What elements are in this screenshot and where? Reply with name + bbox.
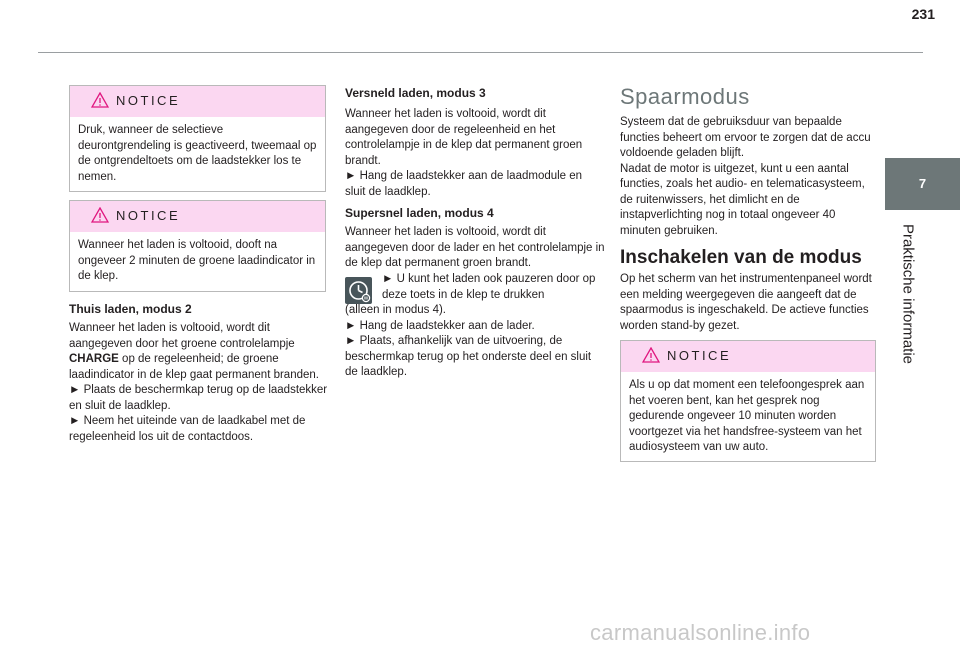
pause-instruction: ► U kunt het laden ook pauzeren door op deze toets in de klep te drukken — [382, 273, 596, 301]
super-step-1: ► Hang de laadstekker aan de lader. — [345, 319, 535, 332]
notice-header — [621, 341, 875, 372]
watermark: carmanualsonline.info — [590, 620, 811, 645]
notice-header — [70, 86, 325, 117]
header-divider — [38, 52, 923, 53]
pause-note: (alleen in modus 4). — [345, 304, 446, 316]
notice-text: Als u op dat moment een telefoongesprek aan het voeren bent, kan het gesprek nog gedurende ongeveer 10 minuten worden voortgezet via het handsfree-systeem van het audiosysteem van uw auto. — [629, 379, 865, 453]
notice-text: Wanneer het laden is voltooid, dooft na ongeveer 2 minuten de groene laadindicator in de klep. — [78, 239, 316, 282]
home-step-1: ► Plaats de beschermkap terug op de laadstekker en sluit de laadklep. — [69, 384, 328, 412]
warning-icon — [642, 347, 660, 363]
notice-text: Druk, wanneer de selectieve deurontgrendeling is geactiveerd, tweemaal op de ontgrendeltoets om de laadstekker los te nemen. — [78, 124, 317, 183]
section-heading-fast-charging: Versneld laden, modus 3 — [345, 86, 486, 100]
chapter-label-wrap — [885, 214, 930, 374]
charge-label: CHARGE — [69, 353, 119, 365]
notice-title: NOTICE — [667, 348, 732, 363]
fast-charging-text: Wanneer het laden is voltooid, wordt dit aangegeven door de regeleenheid en het controlelampje in de klep dat permanent groen brandt. ► Hang de laadstekker aan de laadmodule en sluit de laadklep. — [345, 107, 605, 200]
home-intro: Wanneer het laden is voltooid, wordt dit aangegeven door het groene controlelampje CHARGE op de regeleenheid; de groene laadindicator in de klep gaat permanent branden. — [69, 322, 319, 381]
notice-box-selective-unlock — [69, 85, 326, 192]
energy-saving-text: Systeem dat de gebruiksduur van bepaalde functies beheert om ervoor te zorgen dat de accu voldoende geladen blijft. Nadat de motor is uitgezet, kunt u een aantal functies, zoals het audio- en telematicasysteem, de ruitenwissers, het dimlicht en de instapverlichting nog in totaal ongeveer 40 minuten gebruiken. — [620, 116, 871, 237]
super-charging-text: Wanneer het laden is voltooid, wordt dit aangegeven door de lader en het controlelampje in de klep dat permanent groen brandt. — [345, 226, 605, 269]
charge-pause-icon — [345, 277, 372, 304]
section-title-energy-saving: Spaarmodus — [620, 84, 750, 109]
chapter-tab[interactable]: 7 — [885, 158, 960, 210]
notice-title: NOTICE — [116, 93, 181, 108]
super-charging-steps — [345, 303, 605, 381]
home-charging-text — [69, 321, 331, 445]
notice-box-phone-call — [620, 340, 876, 462]
warning-icon — [91, 92, 109, 108]
activation-text: Op het scherm van het instrumentenpaneel wordt een melding weergegeven die aangeeft dat de spaarmodus is ingeschakeld. De actieve functies worden stand-by gezet. — [620, 273, 872, 332]
page-number: 231 — [911, 6, 935, 22]
warning-icon — [91, 207, 109, 223]
notice-header — [70, 201, 325, 232]
home-step-2: ► Neem het uiteinde van de laadkabel met de regeleenheid los uit de contactdoos. — [69, 415, 306, 443]
fast-step: ► Hang de laadstekker aan de laadmodule en sluit de laadklep. — [345, 170, 583, 198]
super-step-2: ► Plaats, afhankelijk van de uitvoering, de beschermkap terug op het onderste deel en sluit de laadklep. — [345, 335, 592, 378]
section-heading-home-charging: Thuis laden, modus 2 — [69, 302, 192, 316]
notice-box-indicator — [69, 200, 326, 292]
section-subtitle-activation: Inschakelen van de modus — [620, 247, 862, 268]
notice-title: NOTICE — [116, 208, 181, 223]
chapter-label: Praktische informatie — [899, 223, 916, 365]
section-heading-super-fast-charging: Supersnel laden, modus 4 — [345, 206, 494, 220]
